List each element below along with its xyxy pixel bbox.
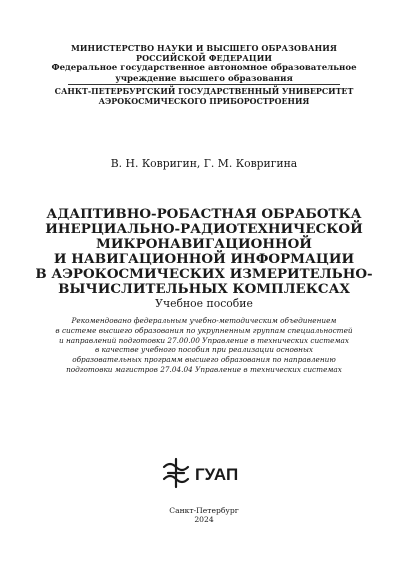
ministry-line-1: МИНИСТЕРСТВО НАУКИ И ВЫСШЕГО ОБРАЗОВАНИЯ <box>70 43 338 53</box>
recommendation-line-2: в системе высшего образования по укрупненным группам специальностей <box>55 325 353 335</box>
book-type: Учебное пособие <box>155 297 253 310</box>
title-line-4: И НАВИГАЦИОННОЙ ИНФОРМАЦИИ <box>53 251 355 267</box>
header-divider <box>68 84 340 85</box>
logo-text: ГУАП <box>195 465 239 484</box>
publication-city: Санкт-Петербург <box>169 506 239 515</box>
recommendation-line-3: и направлений подготовки 27.00.00 Управление в технических системах <box>58 335 349 345</box>
title-line-2: ИНЕРЦИАЛЬНО-РАДИОТЕХНИЧЕСКОЙ <box>45 221 363 237</box>
title-line-6: ВЫЧИСЛИТЕЛЬНЫХ КОМПЛЕКСАХ <box>58 281 350 297</box>
institution-line-1: Федеральное государственное автономное образовательное <box>51 63 357 73</box>
recommendation-line-6: подготовки магистров 27.04.04 Управление в технических системах <box>66 364 342 374</box>
university-line-2: АЭРОКОСМИЧЕСКОГО ПРИБОРОСТРОЕНИЯ <box>98 97 310 106</box>
institution-line-2: учреждение высшего образования <box>115 73 293 84</box>
university-name <box>0 87 408 107</box>
authors: В. Н. Ковригин, Г. М. Ковригина <box>110 157 298 170</box>
recommendation-line-4: в качестве учебного пособия при реализации основных <box>94 345 314 355</box>
ministry-header <box>0 43 408 63</box>
title-line-3: МИКРОНАВИГАЦИОННОЙ <box>96 236 312 252</box>
guap-logo <box>160 457 252 489</box>
recommendation-note <box>0 316 408 375</box>
recommendation-line-5: образовательных программ высшего образования по направлению <box>72 355 336 365</box>
title-line-5: В АЭРОКОСМИЧЕСКИХ ИЗМЕРИТЕЛЬНО- <box>35 266 373 282</box>
ministry-line-2: РОССИЙСКОЙ ФЕДЕРАЦИИ <box>135 53 273 63</box>
institution-type <box>0 63 408 84</box>
title-line-1: АДАПТИВНО-РОБАСТНАЯ ОБРАБОТКА <box>46 206 362 222</box>
guap-emblem-icon <box>160 457 252 489</box>
university-line-1: САНКТ-ПЕТЕРБУРГСКИЙ ГОСУДАРСТВЕННЫЙ УНИВЕРСИТЕТ <box>54 87 354 96</box>
book-title <box>0 207 408 297</box>
recommendation-line-1: Рекомендовано федеральным учебно-методическим объединением <box>71 316 337 325</box>
publication-year: 2024 <box>194 515 214 524</box>
